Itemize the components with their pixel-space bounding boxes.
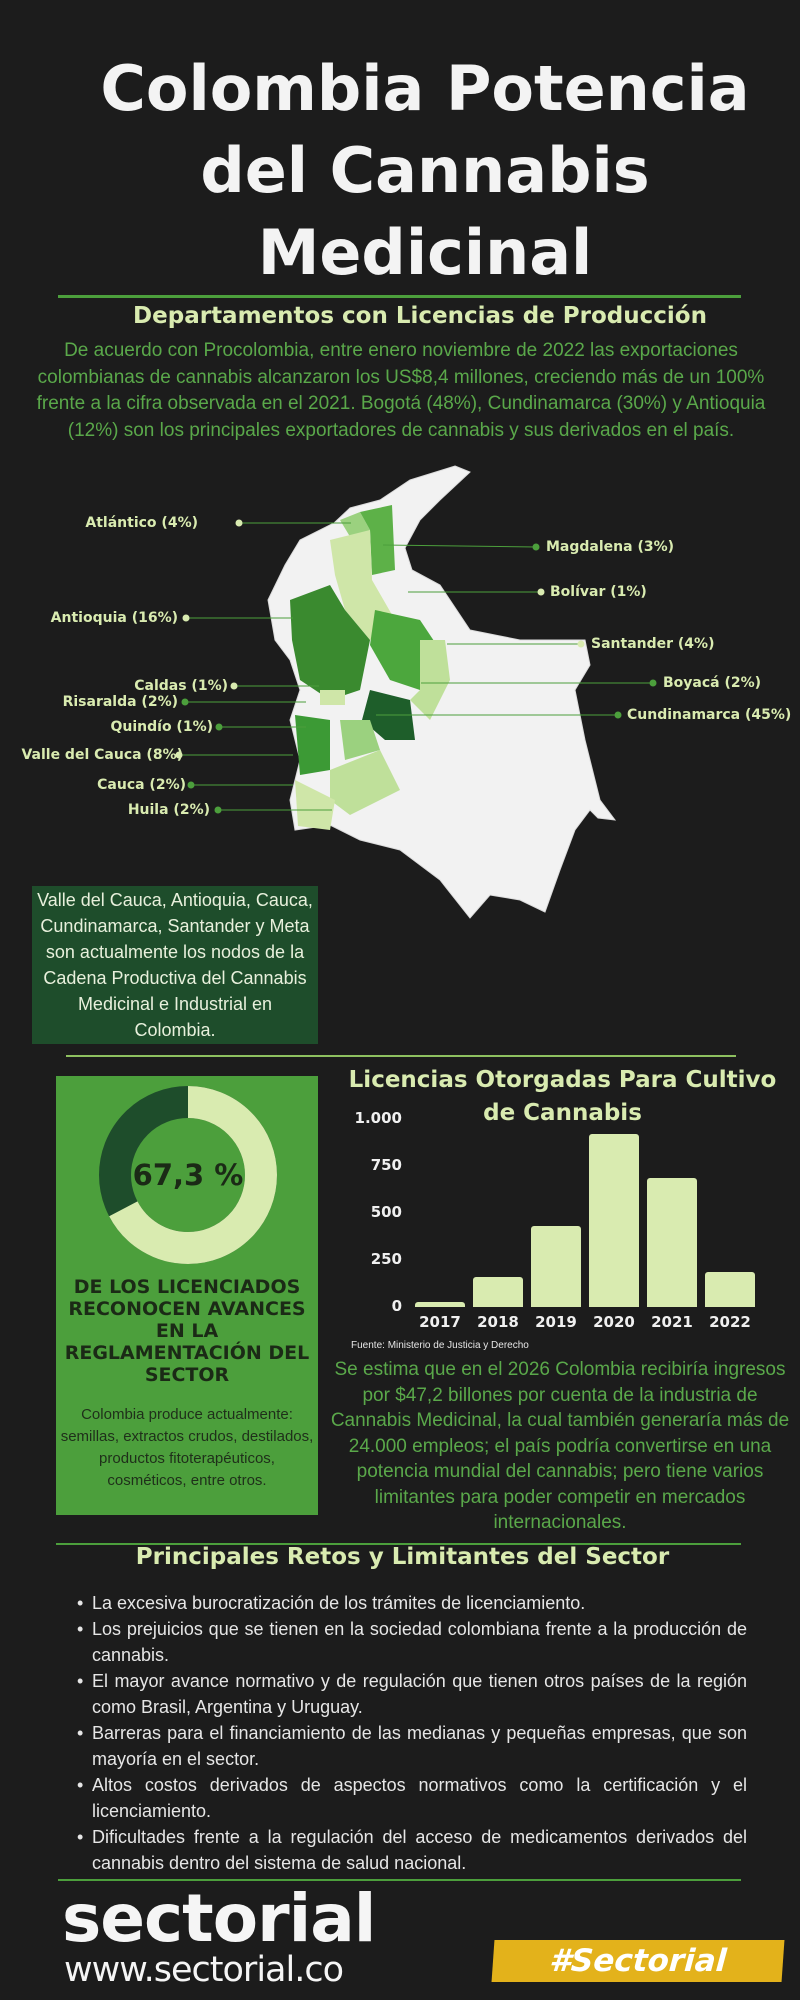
- map-label-cundinamarca: Cundinamarca (45%): [627, 707, 792, 723]
- list-item: • Los prejuicios que se tienen en la sociedad colombiana frente a la producción de cannabis.: [77, 1616, 747, 1668]
- x-tick-label: 2018: [477, 1313, 519, 1331]
- y-tick-label: 0: [391, 1297, 402, 1315]
- challenges-list: [77, 1590, 747, 1876]
- region-caldas: [320, 690, 345, 705]
- map-label-boyaca: Boyacá (2%): [663, 675, 762, 691]
- section-heading-departments: Departamentos con Licencias de Producción: [133, 303, 707, 329]
- donut-panel: [56, 1076, 318, 1515]
- products-text: Colombia produce actualmente: semillas, extractos crudos, destilados, productos fitoterapéuticos, cosméticos, entre otros.: [60, 1406, 314, 1489]
- website-url[interactable]: www.sectorial.co: [64, 1950, 344, 1990]
- list-item: • Dificultades frente a la regulación del acceso de medicamentos derivados del cannabis dentro del sistema de salud nacional.: [77, 1824, 747, 1876]
- bar-2019: [531, 1226, 581, 1307]
- nodes-text: Valle del Cauca, Antioquia, Cauca, Cundinamarca, Santander y Meta son actualmente los nodos de la Cadena Productiva del Cannabis Medicinal e Industrial en Colombia.: [37, 890, 313, 1040]
- map-label-bolivar: Bolívar (1%): [550, 584, 647, 600]
- list-item: • Barreras para el financiamiento de las medianas y pequeñas empresas, que son mayoría en el sector.: [77, 1720, 747, 1772]
- bar-2021: [647, 1178, 697, 1307]
- bar-2017: [415, 1302, 465, 1307]
- y-tick-label: 500: [370, 1203, 402, 1221]
- list-item: • La excesiva burocratización de los trámites de licenciamiento.: [77, 1590, 747, 1616]
- list-item: • El mayor avance normativo y de regulación que tienen otros países de la región como Brasil, Argentina y Uruguay.: [77, 1668, 747, 1720]
- sectorial-logo: sectorial: [62, 1880, 376, 1957]
- map-label-caldas: Caldas (1%): [134, 678, 228, 694]
- list-item: • Altos costos derivados de aspectos normativos como la certificación y el licenciamiento.: [77, 1772, 747, 1824]
- map-label-valle: Valle del Cauca (8%): [21, 747, 183, 763]
- x-tick-label: 2017: [419, 1313, 461, 1331]
- nodes-info-box: [32, 886, 318, 1044]
- y-tick-label: 250: [370, 1250, 402, 1268]
- chart-title: Licencias Otorgadas Para Cultivo de Cannabis: [348, 1067, 777, 1126]
- y-tick-label: 750: [370, 1156, 402, 1174]
- map-label-cauca: Cauca (2%): [97, 777, 186, 793]
- map-label-quindio: Quindío (1%): [110, 719, 213, 735]
- section-heading-challenges: Principales Retos y Limitantes del Sector: [135, 1544, 670, 1570]
- chart-source: Fuente: Ministerio de Justicia y Derecho: [351, 1340, 529, 1351]
- y-tick-label: 1.000: [354, 1109, 402, 1127]
- title-line: Colombia Potencia: [100, 52, 750, 125]
- map-label-antioquia: Antioquia (16%): [50, 610, 178, 626]
- donut-caption: DE LOS LICENCIADOS RECONOCEN AVANCES EN LA REGLAMENTACIÓN DEL SECTOR: [64, 1276, 310, 1386]
- title-line: del Cannabis: [200, 134, 650, 207]
- bar-2018: [473, 1277, 523, 1307]
- title-line: Medicinal: [257, 216, 593, 289]
- forecast-paragraph: Se estima que en el 2026 Colombia recibiría ingresos por $47,2 billones por cuenta de la industria de Cannabis Medicinal, la cual también generaría más de 24.000 empleos; el país podría convertirse en una potencia mundial del cannabis; pero tiene varios limitantes para poder competir en mercados internacionales.: [330, 1359, 790, 1533]
- donut-value: 67,3 %: [132, 1158, 244, 1192]
- intro-paragraph: De acuerdo con Procolombia, entre enero noviembre de 2022 las exportaciones colombianas de cannabis alcanzaron los US$8,4 millones, creciendo más de un 100% frente a la cifra observada en el 2021. Bogotá (48%), Cundinamarca (30%) y Antioquia (12%) son los principales exportadores de cannabis y sus derivados en el país.: [36, 340, 766, 441]
- map-label-magdalena: Magdalena (3%): [546, 539, 675, 555]
- map-label-huila: Huila (2%): [127, 802, 210, 818]
- region-valle: [295, 715, 330, 775]
- x-tick-label: 2020: [593, 1313, 635, 1331]
- x-tick-label: 2021: [651, 1313, 693, 1331]
- divider: [66, 1055, 736, 1057]
- hashtag-badge: #Sectorial: [492, 1940, 785, 1982]
- x-tick-label: 2019: [535, 1313, 577, 1331]
- bar-2022: [705, 1272, 755, 1307]
- map-label-santander: Santander (4%): [591, 636, 715, 652]
- x-tick-label: 2022: [709, 1313, 751, 1331]
- bar-2020: [589, 1134, 639, 1307]
- map-label-atlantico: Atlántico (4%): [85, 515, 198, 531]
- map-label-risaralda: Risaralda (2%): [62, 694, 178, 710]
